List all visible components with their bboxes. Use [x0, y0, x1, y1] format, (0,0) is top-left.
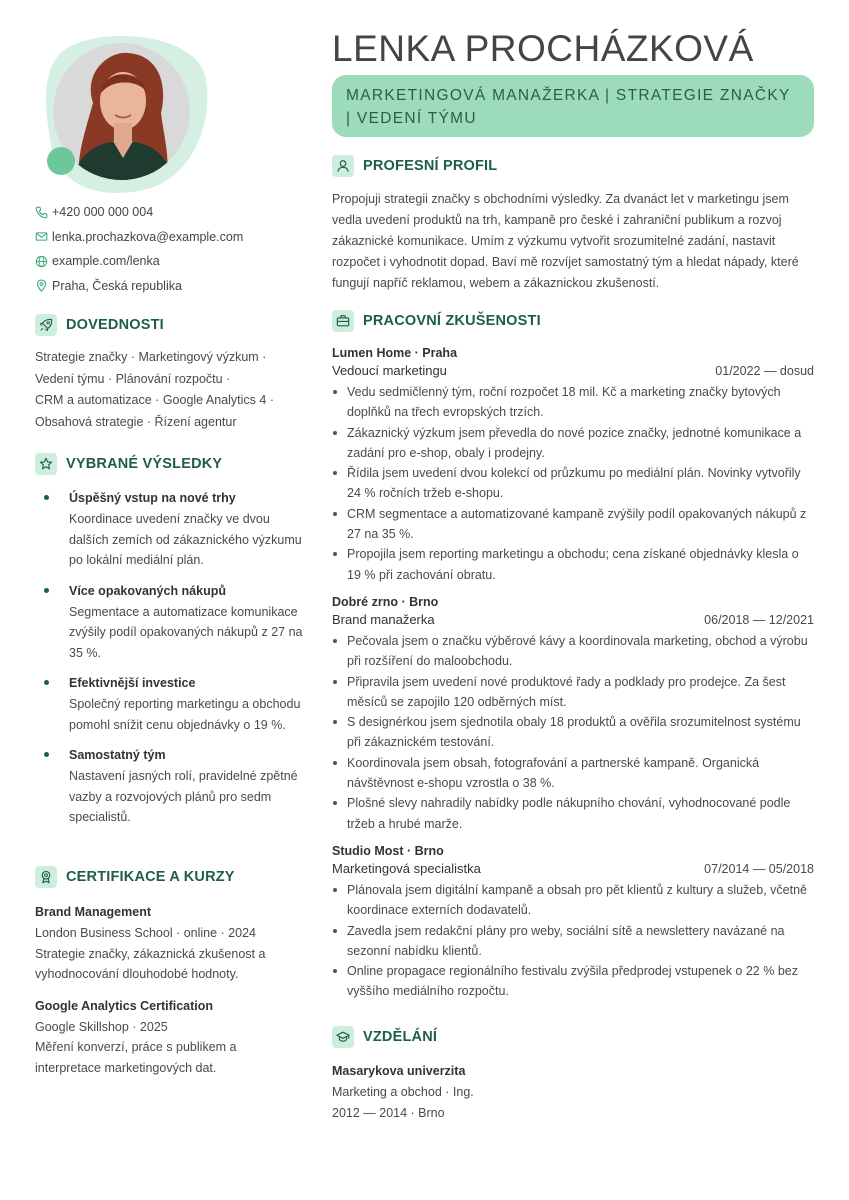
headline-banner: MARKETINGOVÁ MANAŽERKA | STRATEGIE ZNAČKY | VEDENÍ TÝMU [332, 75, 814, 137]
achievement-desc: Segmentace a automatizace komunikace zvýšily podíl opakovaných nákupů z 27 na 35 %. [69, 604, 303, 660]
job-bullets [332, 631, 814, 834]
education-section [332, 1025, 814, 1123]
education-title: VZDĚLÁNÍ [363, 1029, 438, 1045]
location-pin-icon [35, 279, 48, 292]
skills-list [35, 347, 305, 433]
job-row [332, 860, 814, 878]
bullet-dot [44, 495, 49, 500]
achievement-desc: Společný reporting marketingu a obchodu pomohl snížit cenu objednávky o 19 %. [69, 697, 301, 732]
achievements-header [35, 452, 305, 476]
achievement-item [35, 581, 305, 664]
bullet-dot [44, 588, 49, 593]
job-role: Vedoucí marketingu [332, 363, 447, 378]
job-row [332, 611, 814, 629]
education-school: Masarykova univerzita [332, 1064, 466, 1078]
education-header [332, 1025, 814, 1049]
job-bullet: Pečovala jsem o značku výběrové kávy a koordinovala marketing, obchod a výrobu při rozšíření do maloobchodu. [332, 631, 814, 672]
mail-icon [35, 230, 48, 243]
achievement-item [35, 673, 305, 735]
profile-section [332, 154, 814, 294]
person-name: LENKA PROCHÁZKOVÁ [332, 28, 754, 69]
job-dates: 01/2022 — dosud [715, 364, 814, 378]
profile-photo-area [43, 35, 208, 195]
phone-icon [35, 206, 48, 219]
cert-meta: London Business School · online · 2024 [35, 926, 256, 940]
certifications-title: CERTIFIKACE A KURZY [66, 869, 235, 885]
skills-line: Vedení týmu · Plánování rozpočtu · [35, 371, 231, 386]
job-dates: 06/2018 — 12/2021 [704, 612, 814, 627]
job-entry [332, 345, 814, 585]
job-bullet: CRM segmentace a automatizované kampaně zvýšily podíl opakovaných nákupů z 27 na 35 %. [332, 504, 814, 545]
cert-meta: Google Skillshop · 2025 [35, 1019, 168, 1034]
job-bullet: Online propagace regionálního festivalu zvýšila předprodej vstupenek o 22 % bez vyššího mediálního rozpočtu. [332, 961, 814, 1002]
certifications-section [35, 865, 305, 1078]
job-entry [332, 843, 814, 1002]
profile-title: PROFESNÍ PROFIL [363, 158, 498, 174]
globe-icon [35, 255, 48, 268]
contact-location [35, 274, 305, 299]
job-bullet: Připravila jsem uvedení nové produktové řady a podklady pro prodejce. Za šest měsíců se zapojilo 120 odběrných míst. [332, 672, 814, 713]
job-company: Dobré zrno · Brno [332, 594, 439, 609]
education-years: 2012 — 2014 · Brno [332, 1105, 445, 1120]
profile-text: Propojuji strategii značky s obchodními výsledky. Za dvanáct let v marketingu jsem vedla uvedení produktů na trh, kampaně pro české i zahraniční publikum a rozvoj zákaznické komunikace. Umím z výzkumu vytvořit srozumitelné zadání, nastavit rozpočet i vyhodnotit dopad. Baví mě rozvíjet samostatný tým a hledat nápady, které fungují napříč reklamou, webem a zákaznickou zkušeností. [332, 192, 799, 290]
job-bullets [332, 880, 814, 1002]
briefcase-icon [332, 310, 354, 332]
cert-desc: Měření konverzí, práce s publikem a interpretace marketingových dat. [35, 1040, 237, 1075]
job-bullet: Propojila jsem reporting marketingu a obchodu; cena získané objednávky klesla o 19 % při zachování obratu. [332, 544, 814, 585]
experience-title: PRACOVNÍ ZKUŠENOSTI [363, 313, 541, 329]
cert-item [35, 996, 305, 1079]
achievement-title: Samostatný tým [69, 748, 166, 762]
star-icon [35, 453, 57, 475]
graduation-cap-icon [332, 1026, 354, 1048]
contact-list [35, 200, 305, 298]
profile-header [332, 154, 814, 178]
bullet-dot [44, 752, 49, 757]
location-text: Praha, Česká republika [52, 278, 182, 293]
job-role: Marketingová specialistka [332, 860, 481, 876]
job-entry [332, 594, 814, 834]
cert-name: Brand Management [35, 905, 151, 919]
bullet-dot [44, 680, 49, 685]
job-bullet: Koordinovala jsem obsah, fotografování a partnerské kampaně. Organická návštěvnost e-shopu vzrostla o 38 %. [332, 753, 814, 794]
achievements-list [35, 488, 305, 828]
achievement-title: Úspěšný vstup na nové trhy [69, 491, 236, 505]
experience-section [332, 309, 814, 1002]
job-bullet: Plánovala jsem digitální kampaně a obsah pro pět klientů z kultury a služeb, včetně koordinace externích dodavatelů. [332, 880, 814, 921]
experience-header [332, 309, 814, 333]
rocket-icon [35, 314, 57, 336]
skills-title: DOVEDNOSTI [66, 317, 164, 333]
phone-text: +420 000 000 004 [52, 205, 154, 220]
job-company: Lumen Home · Praha [332, 346, 458, 360]
achievements-section [35, 452, 305, 838]
education-program: Marketing a obchod · Ing. [332, 1085, 474, 1099]
achievement-desc: Nastavení jasných rolí, pravidelné zpětné vazby a rozvojových plánů pro sedm specialistů. [69, 769, 298, 824]
decorative-dot [47, 147, 75, 175]
job-row [332, 362, 814, 380]
cert-desc: Strategie značky, zákaznická zkušenost a vyhodnocování dlouhodobé hodnoty. [35, 946, 266, 981]
achievement-item [35, 488, 305, 571]
achievement-desc: Koordinace uvedení značky ve dvou dalších zemích od zákaznického výzkumu po lokální mediální plán. [69, 512, 302, 567]
contact-phone[interactable] [35, 200, 305, 225]
cert-item [35, 902, 305, 985]
badge-icon [35, 866, 57, 888]
achievements-title: VYBRANÉ VÝSLEDKY [66, 456, 223, 472]
contact-email[interactable] [35, 225, 305, 250]
job-role: Brand manažerka [332, 611, 435, 627]
skills-header [35, 313, 305, 337]
job-bullet: Zavedla jsem redakční plány pro weby, sociální sítě a newslettery navázané na sezonní nabídku klientů. [332, 921, 814, 962]
email-text: lenka.prochazkova@example.com [52, 229, 244, 244]
contact-web[interactable] [35, 249, 305, 274]
job-bullet: Řídila jsem uvedení dvou kolekcí od průzkumu po mediální plán. Novinky vytvořily 24 % ročních tržeb e-shopu. [332, 463, 814, 504]
job-bullet: Plošné slevy nahradily nabídky podle nákupního chování, vyhodnocované podle tržeb a hrubé marže. [332, 793, 814, 834]
skills-line: CRM a automatizace · Google Analytics 4 · [35, 393, 274, 407]
web-text: example.com/lenka [52, 254, 160, 269]
skills-section [35, 313, 305, 433]
certifications-header [35, 865, 305, 889]
job-company: Studio Most · Brno [332, 843, 444, 858]
achievement-title: Více opakovaných nákupů [69, 583, 226, 598]
job-bullets [332, 382, 814, 585]
cert-name: Google Analytics Certification [35, 998, 214, 1013]
skills-line: Strategie značky · Marketingový výzkum · [35, 350, 267, 364]
job-bullet: Zákaznický výzkum jsem převedla do nové pozice značky, jednotné komunikace a zadání pro e-shop, obaly i prodejny. [332, 423, 814, 464]
job-bullet: Vedu sedmičlenný tým, roční rozpočet 18 mil. Kč a marketing značky bytových doplňků na třech evropských trzích. [332, 382, 814, 423]
job-bullet: S designérkou jsem sjednotila obaly 18 produktů a ověřila srozumitelnost systému při zákaznickém testování. [332, 712, 814, 753]
achievement-item [35, 745, 305, 828]
job-dates: 07/2014 — 05/2018 [704, 861, 814, 876]
achievement-title: Efektivnější investice [69, 676, 196, 690]
skills-line: Obsahová strategie · Řízení agentur [35, 414, 237, 429]
user-icon [332, 155, 354, 177]
